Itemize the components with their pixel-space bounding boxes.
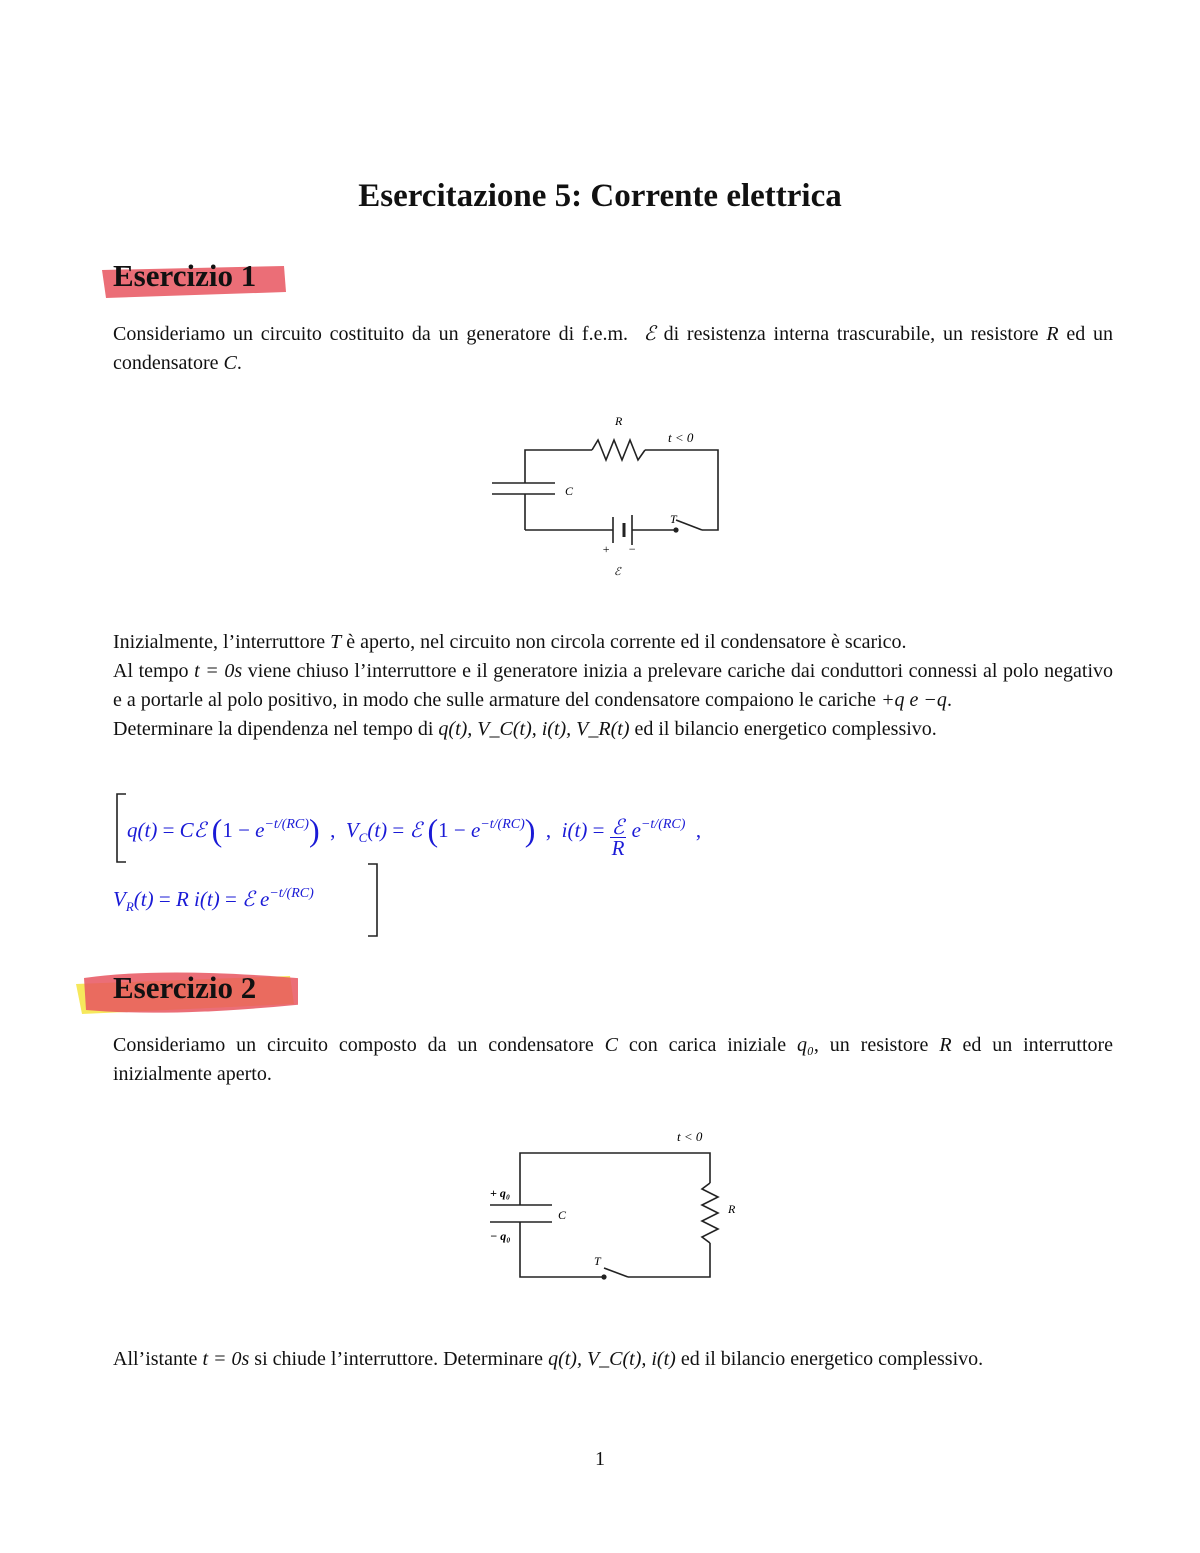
answer-formula-line-1: q(t) = Cℰ $(1 - e^{-t/(RC)})$ , $V_C(t)$ = ℰ $(1 - e^{-t/(RC)})$ , i(t) = $\frac{\text{ℰ}}{R}$ $e^{-t/(RC)}$ , [127, 812, 702, 860]
circuit2-label-T: T [594, 1254, 601, 1268]
circuit2-label-C: C [558, 1208, 567, 1222]
exercise-2-heading: Esercizio 2 [113, 970, 257, 1005]
circuit1-plus: + [602, 542, 611, 556]
exercise-2-body: All’istante t = 0s si chiude l’interruttore. Determinare q(t), V_C(t), i(t) ed il bilancio energetico complessivo. [113, 1348, 984, 1370]
page-number: 1 [595, 1448, 605, 1470]
answer-formula-line-2: $V_R(t) = R$ i(t) = ℰ $e^{-t/(RC)}$ [113, 886, 314, 914]
circuit2-label-minus-q0: − q₀ [490, 1229, 511, 1243]
exercise-1-intro: Consideriamo un circuito costituito da un generatore di f.e.m. ℰ di resistenza interna trascurabile, un resistore R ed un condensatore C. [113, 323, 1114, 374]
circuit-diagram-1 [480, 405, 740, 590]
exercise-2-intro: Consideriamo un circuito composto da un condensatore C con carica iniziale q₀, un resistore R ed un interruttore inizialmente aperto. [113, 1034, 1114, 1085]
circuit1-label-emf: ℰ [614, 566, 621, 578]
circuit1-label-R: R [615, 414, 623, 428]
answer-bracket-right [366, 862, 380, 938]
circuit1-label-t: t < 0 [668, 430, 694, 445]
circuit1-minus: − [628, 542, 637, 556]
page-title: Esercitazione 5: Corrente elettrica [358, 178, 842, 214]
exercise-1-heading: Esercizio 1 [113, 258, 257, 293]
circuit2-label-t: t < 0 [677, 1129, 703, 1144]
answer-bracket-left [114, 792, 128, 864]
circuit2-label-plus-q0: + q₀ [490, 1186, 511, 1200]
circuit1-label-T: T [670, 512, 677, 526]
circuit-diagram-2 [480, 1125, 740, 1285]
circuit2-label-R: R [728, 1202, 736, 1216]
exercise-1-body: Inizialmente, l’interruttore T è aperto, nel circuito non circola corrente ed il condensatore è scarico. Al tempo t = 0s viene chiuso l’interruttore e il generatore inizia a prelevare cariche dai conduttori connessi al polo negativo e a portarle al polo positivo, in modo che sulle armature del condensatore compaiono le cariche +q e −q. Determinare la dipendenza nel tempo di q(t), V_C(t), i(t), V_R(t) ed il bilancio energetico complessivo. [113, 631, 1114, 740]
circuit1-label-C: C [565, 484, 574, 498]
